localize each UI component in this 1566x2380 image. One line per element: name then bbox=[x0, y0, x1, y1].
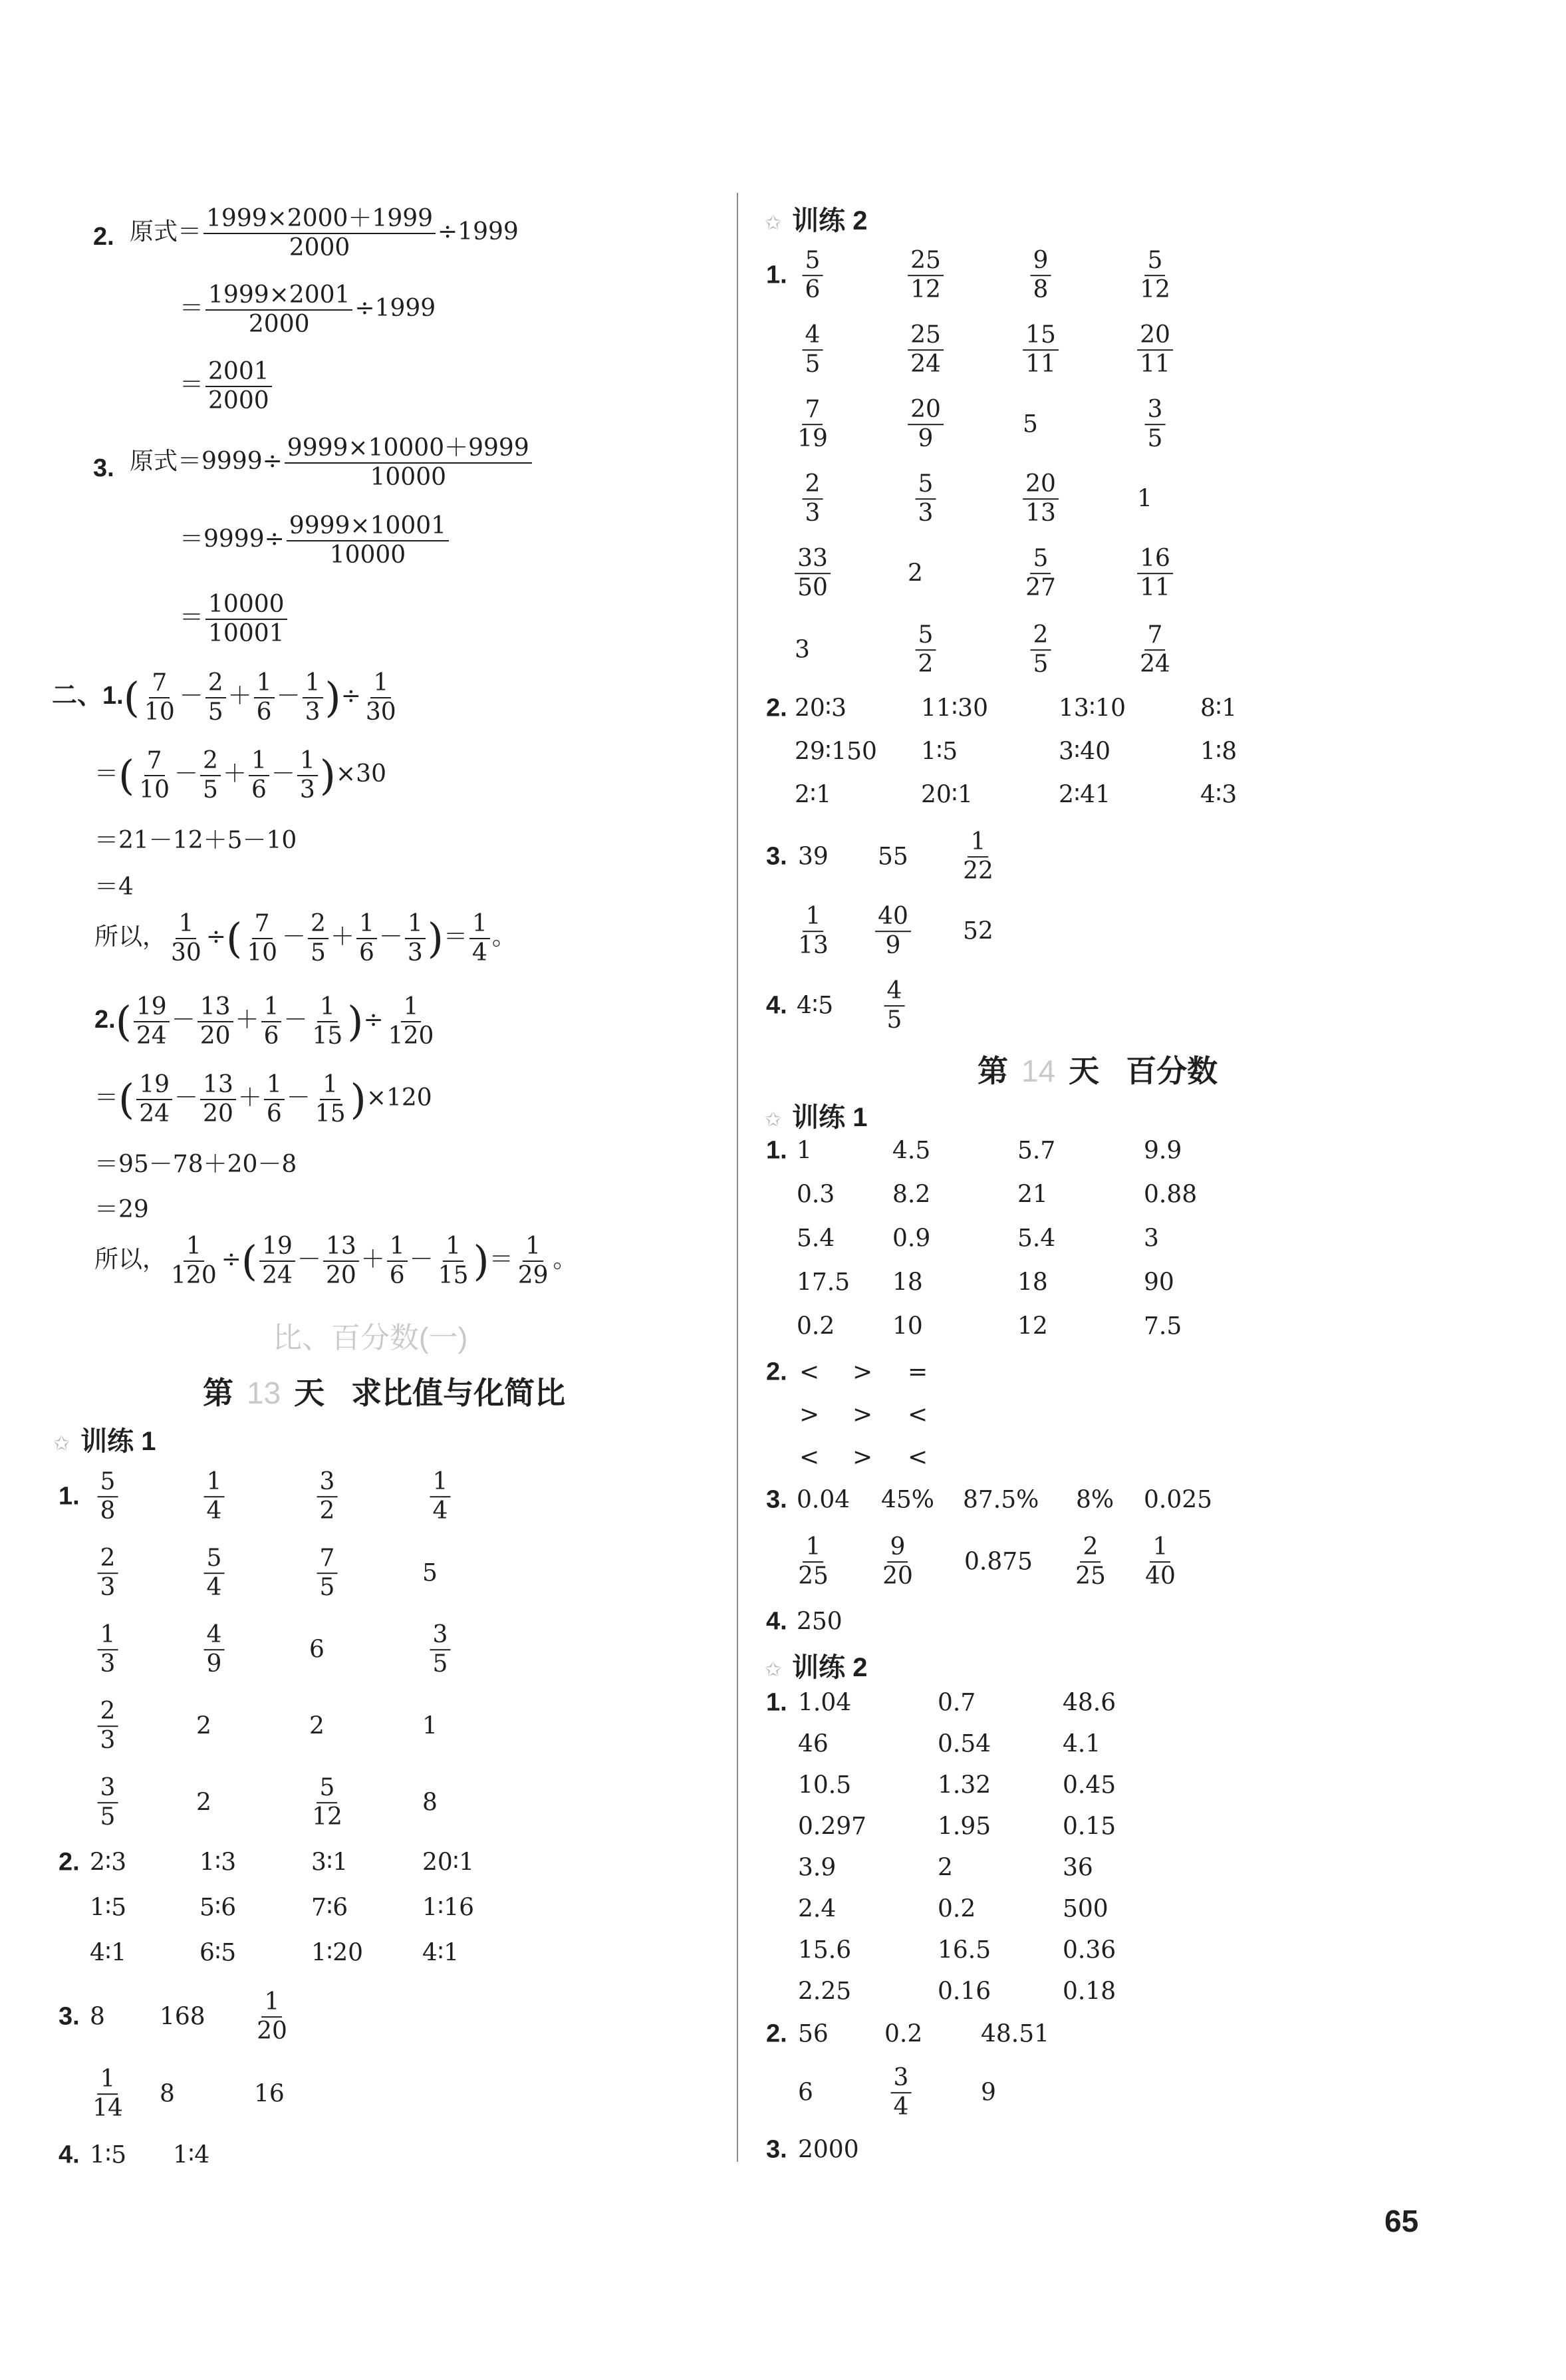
answer-value: 18 bbox=[892, 1268, 923, 1296]
fraction-answer: 7 5 bbox=[317, 1546, 338, 1600]
answer-value: 4.1 bbox=[1063, 1730, 1101, 1758]
answer-value: 1.04 bbox=[798, 1689, 852, 1717]
fraction-answer: 20 9 bbox=[908, 397, 944, 452]
training-label: ✩ 训练 1 bbox=[53, 1427, 156, 1456]
answer-value: 8∶1 bbox=[1200, 694, 1238, 722]
answer-value: = bbox=[908, 1358, 928, 1386]
equation-line: 2.( $\frac{19}{24}$ － $\frac{13}{20}$ ＋ $\frac{1}{6}$ － $\frac{1}{15}$ )÷ $\frac{1}{120}$ bbox=[94, 993, 434, 1050]
answer-value: 1 bbox=[797, 1137, 812, 1165]
answer-value: 48.51 bbox=[981, 2020, 1050, 2048]
question-number: 2. bbox=[766, 694, 787, 722]
fraction-answer: 9 20 bbox=[882, 1533, 913, 1590]
answer-value: 1∶5 bbox=[90, 1894, 127, 1922]
answer-value: 8.2 bbox=[892, 1181, 931, 1209]
fraction-answer: 2 3 bbox=[803, 472, 823, 526]
fraction-answer: 1 20 bbox=[257, 1988, 287, 2045]
question-number: 2. bbox=[59, 1848, 80, 1876]
equation-line: ＝21－12＋5－10 bbox=[94, 827, 297, 854]
fraction-answer: 5 8 bbox=[98, 1469, 118, 1524]
page-number: 65 bbox=[1384, 2204, 1419, 2238]
fraction-answer: 1 4 bbox=[430, 1469, 451, 1524]
answer-value: 87.5% bbox=[963, 1486, 1039, 1514]
question-number: 3. bbox=[766, 2135, 787, 2164]
fraction-answer: 3 5 bbox=[430, 1622, 451, 1677]
equation-line: ＝95－78＋20－8 bbox=[94, 1151, 297, 1178]
fraction-answer: 7 24 bbox=[1140, 621, 1170, 678]
question-number: 3. bbox=[766, 1485, 787, 1514]
answer-value: 2000 bbox=[798, 2136, 859, 2164]
answer-value: 12 bbox=[1017, 1312, 1048, 1340]
question-number: 4. bbox=[766, 991, 787, 1020]
fraction-answer: 1 40 bbox=[1145, 1533, 1176, 1590]
fraction-answer: 3 5 bbox=[98, 1775, 118, 1830]
answer-value: 0.3 bbox=[797, 1181, 835, 1209]
answer-value: 5 bbox=[422, 1559, 438, 1587]
answer-value: 1 bbox=[1137, 485, 1152, 513]
answer-value: 3∶40 bbox=[1059, 738, 1111, 766]
answer-value: 1∶5 bbox=[90, 2141, 127, 2169]
answer-value: 36 bbox=[1063, 1854, 1093, 1882]
answer-value: 3 bbox=[1144, 1225, 1159, 1253]
answer-value: 5 bbox=[1023, 410, 1038, 438]
question-number: 3. bbox=[59, 2002, 80, 2031]
fraction-answer: 5 4 bbox=[204, 1546, 225, 1600]
answer-value: 0.04 bbox=[797, 1486, 850, 1514]
answer-value: 2 bbox=[908, 559, 923, 587]
answer-value: 11∶30 bbox=[921, 694, 988, 722]
question-number: 2. bbox=[766, 2019, 787, 2048]
answer-value: 52 bbox=[963, 917, 993, 945]
question-number: 4. bbox=[59, 2141, 80, 2169]
star-icon: ✩ bbox=[765, 1109, 782, 1131]
answer-value: 0.297 bbox=[798, 1813, 867, 1841]
answer-value: 5.7 bbox=[1017, 1137, 1056, 1165]
answer-value: > bbox=[852, 1358, 873, 1386]
fraction-answer: 16 11 bbox=[1137, 546, 1173, 601]
fraction-answer: 5 3 bbox=[916, 472, 936, 526]
fraction-answer: 33 50 bbox=[795, 546, 831, 601]
answer-value: 4∶1 bbox=[90, 1939, 127, 1967]
answer-value: 2 bbox=[196, 1712, 211, 1740]
answer-value: 16.5 bbox=[938, 1936, 991, 1964]
star-icon: ✩ bbox=[765, 1659, 782, 1681]
answer-value: 4∶3 bbox=[1200, 781, 1238, 809]
answer-value: 1∶4 bbox=[173, 2141, 210, 2169]
fraction-answer: 7 19 bbox=[797, 396, 828, 452]
fraction-answer: 1 13 bbox=[798, 903, 829, 959]
answer-value: 5.4 bbox=[797, 1225, 835, 1253]
section-heading: 第 13 天 求比值与化简比 bbox=[203, 1376, 566, 1410]
answer-value: 13∶10 bbox=[1059, 694, 1126, 722]
question-number: 1. bbox=[59, 1482, 80, 1511]
answer-value: 1.32 bbox=[938, 1771, 991, 1799]
answer-value: < bbox=[799, 1358, 820, 1386]
answer-value: 39 bbox=[798, 843, 829, 871]
fraction-answer: 1 14 bbox=[92, 2065, 123, 2122]
answer-value: 10.5 bbox=[798, 1771, 852, 1799]
problem-number: 2. bbox=[93, 223, 114, 251]
question-number: 4. bbox=[766, 1607, 787, 1636]
answer-value: 9.9 bbox=[1144, 1137, 1182, 1165]
fraction-answer: 1 3 bbox=[98, 1622, 118, 1677]
answer-value: 2.25 bbox=[798, 1978, 852, 2006]
equation-line: 所以， $\frac{1}{120}$ ÷( $\frac{19}{24}$ － $\frac{13}{20}$ ＋ $\frac{1}{6}$ － $\frac{1}{15}$ )＝ $\frac{1}{29}$ 。 bbox=[94, 1233, 577, 1289]
answer-value: 0.875 bbox=[964, 1548, 1033, 1576]
answer-value: > bbox=[799, 1401, 820, 1429]
answer-value: 0.025 bbox=[1144, 1486, 1213, 1514]
answer-value: 0.88 bbox=[1144, 1181, 1198, 1209]
answer-value: 0.54 bbox=[938, 1730, 991, 1758]
question-number: 1. bbox=[766, 261, 787, 289]
answer-value: 15.6 bbox=[798, 1936, 852, 1964]
answer-value: 2 bbox=[938, 1854, 953, 1882]
answer-value: 20∶1 bbox=[921, 781, 974, 809]
fraction-answer: 20 11 bbox=[1137, 323, 1173, 377]
fraction-answer: 5 6 bbox=[803, 248, 823, 303]
fraction-answer: 2 5 bbox=[1031, 623, 1051, 677]
answer-value: 3.9 bbox=[798, 1854, 837, 1882]
answer-value: 0.9 bbox=[892, 1225, 931, 1253]
fraction-answer: 3 4 bbox=[891, 2065, 912, 2120]
answer-value: 0.2 bbox=[797, 1312, 835, 1340]
fraction-answer: 1 22 bbox=[963, 828, 993, 885]
fraction-answer: 5 12 bbox=[1140, 247, 1170, 303]
star-icon: ✩ bbox=[765, 212, 782, 234]
fraction-answer: 2 3 bbox=[98, 1546, 118, 1600]
equation-line: ＝4 bbox=[94, 873, 134, 901]
chapter-title: 比、百分数(一) bbox=[273, 1322, 468, 1354]
fraction-answer: 5 2 bbox=[916, 623, 936, 677]
question-number: 1. bbox=[766, 1136, 787, 1165]
answer-value: 8 bbox=[422, 1789, 438, 1817]
answer-value: 6 bbox=[309, 1636, 325, 1664]
answer-value: 2.4 bbox=[798, 1895, 837, 1923]
answer-value: 17.5 bbox=[797, 1268, 850, 1296]
answer-value: > bbox=[852, 1401, 873, 1429]
fraction-answer: 9 8 bbox=[1031, 248, 1051, 303]
answer-value: 48.6 bbox=[1063, 1689, 1116, 1717]
star-icon: ✩ bbox=[53, 1433, 70, 1455]
answer-value: 1∶5 bbox=[921, 738, 958, 766]
answer-value: 5.4 bbox=[1017, 1225, 1056, 1253]
fraction-answer: 20 13 bbox=[1023, 472, 1059, 526]
answer-value: 1∶8 bbox=[1200, 738, 1238, 766]
column-divider bbox=[737, 193, 738, 2162]
answer-value: 45% bbox=[881, 1486, 935, 1514]
fraction-answer: 4 5 bbox=[803, 323, 823, 377]
answer-value: 0.2 bbox=[884, 2020, 923, 2048]
answer-value: 4∶5 bbox=[797, 992, 834, 1020]
answer-value: 7.5 bbox=[1144, 1312, 1182, 1340]
answer-value: 1∶16 bbox=[422, 1894, 475, 1922]
training-label: ✩ 训练 1 bbox=[765, 1103, 868, 1132]
answer-value: 0.18 bbox=[1063, 1978, 1116, 2006]
answer-value: 0.36 bbox=[1063, 1936, 1116, 1964]
answer-value: 2∶41 bbox=[1059, 781, 1111, 809]
equation-line: 原式＝ $\frac{1999\times 2000+1999}{2000}$ ÷1999 bbox=[130, 205, 519, 261]
answer-value: 500 bbox=[1063, 1895, 1109, 1923]
answer-value: 46 bbox=[798, 1730, 829, 1758]
answer-value: 56 bbox=[798, 2020, 829, 2048]
answer-value: 6∶5 bbox=[199, 1939, 237, 1967]
fraction-answer: 2 3 bbox=[98, 1699, 118, 1753]
answer-value: 168 bbox=[160, 2003, 205, 2031]
answer-value: 3∶1 bbox=[311, 1849, 348, 1876]
fraction-answer: 2 25 bbox=[1075, 1533, 1106, 1590]
answer-value: 2∶1 bbox=[795, 781, 832, 809]
fraction-answer: 25 24 bbox=[908, 323, 944, 377]
answer-value: 90 bbox=[1144, 1268, 1174, 1296]
answer-value: 1 bbox=[422, 1712, 438, 1740]
answer-value: 1∶3 bbox=[199, 1849, 237, 1876]
fraction-answer: 4 9 bbox=[204, 1622, 225, 1677]
answer-value: 55 bbox=[878, 843, 908, 871]
fraction-answer: 25 12 bbox=[908, 248, 944, 303]
fraction-answer: 4 5 bbox=[884, 978, 905, 1033]
question-number: 3. bbox=[766, 842, 787, 871]
equation-line: ＝29 bbox=[94, 1196, 149, 1223]
answer-value: 1∶20 bbox=[311, 1939, 364, 1967]
equation-line: ＝ $\frac{10000}{10001}$ bbox=[180, 592, 289, 647]
training-label: ✩ 训练 2 bbox=[765, 206, 868, 235]
answer-value: 0.45 bbox=[1063, 1771, 1116, 1799]
answer-value: 0.2 bbox=[938, 1895, 976, 1923]
answer-value: 20∶3 bbox=[795, 694, 847, 722]
section-heading: 第 14 天 百分数 bbox=[978, 1054, 1218, 1088]
fraction-answer: 1 4 bbox=[204, 1469, 225, 1524]
answer-value: 0.15 bbox=[1063, 1813, 1116, 1841]
equation-line: 所以， $\frac{1}{30}$ ÷( $\frac{7}{10}$ － $\frac{2}{5}$ ＋ $\frac{1}{6}$ － $\frac{1}{3}$ )＝ $\frac{1}{4}$ 。 bbox=[94, 910, 516, 967]
answer-value: 16 bbox=[254, 2080, 285, 2108]
answer-value: 8 bbox=[160, 2080, 175, 2108]
answer-value: 2∶3 bbox=[90, 1849, 127, 1876]
equation-line: 原式＝9999÷ $\frac{9999\times 10000+9999}{10000}$ bbox=[130, 436, 534, 490]
equation-line: ＝( $\frac{7}{10}$ － $\frac{2}{5}$ ＋ $\frac{1}{6}$ － $\frac{1}{3}$ )×30 bbox=[94, 747, 386, 804]
answer-value: 4.5 bbox=[892, 1137, 931, 1165]
equation-line: ＝( $\frac{19}{24}$ － $\frac{13}{20}$ ＋ $\frac{1}{6}$ － $\frac{1}{15}$ )×120 bbox=[94, 1071, 432, 1127]
answer-value: 3 bbox=[795, 636, 810, 664]
answer-value: < bbox=[799, 1443, 820, 1471]
fraction-answer: 3 2 bbox=[317, 1469, 338, 1524]
answer-value: 8 bbox=[90, 2003, 105, 2031]
answer-value: 2 bbox=[196, 1789, 211, 1817]
answer-value: < bbox=[908, 1443, 928, 1471]
fraction-answer: 40 9 bbox=[875, 904, 911, 959]
answer-value: 250 bbox=[797, 1608, 843, 1636]
answer-value: 9 bbox=[981, 2079, 996, 2107]
answer-value: 29∶150 bbox=[795, 738, 877, 766]
fraction-answer: 1 25 bbox=[798, 1533, 829, 1590]
equation-line: ＝9999÷ $\frac{9999\times 10001}{10000}$ bbox=[180, 514, 451, 568]
question-number: 2. bbox=[766, 1358, 787, 1386]
answer-value: 8% bbox=[1076, 1486, 1114, 1514]
question-number: 1. bbox=[766, 1688, 787, 1717]
answer-value: 20∶1 bbox=[422, 1849, 475, 1876]
answer-value: 21 bbox=[1017, 1181, 1048, 1209]
problem-number: 3. bbox=[93, 454, 114, 482]
answer-value: 0.7 bbox=[938, 1689, 976, 1717]
answer-value: 18 bbox=[1017, 1268, 1048, 1296]
answer-value: 0.16 bbox=[938, 1978, 991, 2006]
answer-value: 5∶6 bbox=[199, 1894, 237, 1922]
answer-value: 10 bbox=[892, 1312, 923, 1340]
fraction-answer: 5 27 bbox=[1025, 545, 1056, 601]
answer-value: 7∶6 bbox=[311, 1894, 348, 1922]
answer-value: 1.95 bbox=[938, 1813, 991, 1841]
answer-value: 2 bbox=[309, 1712, 325, 1740]
answer-value: < bbox=[908, 1401, 928, 1429]
answer-value: 6 bbox=[798, 2079, 813, 2107]
fraction-answer: 5 12 bbox=[312, 1774, 342, 1831]
equation-line: ＝ $\frac{2001}{2000}$ bbox=[180, 359, 274, 414]
training-label: ✩ 训练 2 bbox=[765, 1653, 868, 1682]
equation-line: ＝ $\frac{1999\times 2001}{2000}$ ÷1999 bbox=[180, 281, 436, 338]
fraction-answer: 15 11 bbox=[1023, 323, 1059, 377]
equation-line: 二、1.( $\frac{7}{10}$ － $\frac{2}{5}$ ＋ $\frac{1}{6}$ － $\frac{1}{3}$ )÷ $\frac{1}{30}$ bbox=[52, 669, 396, 726]
answer-value: 4∶1 bbox=[422, 1939, 459, 1967]
fraction-answer: 3 5 bbox=[1145, 397, 1166, 452]
answer-value: > bbox=[852, 1443, 873, 1471]
